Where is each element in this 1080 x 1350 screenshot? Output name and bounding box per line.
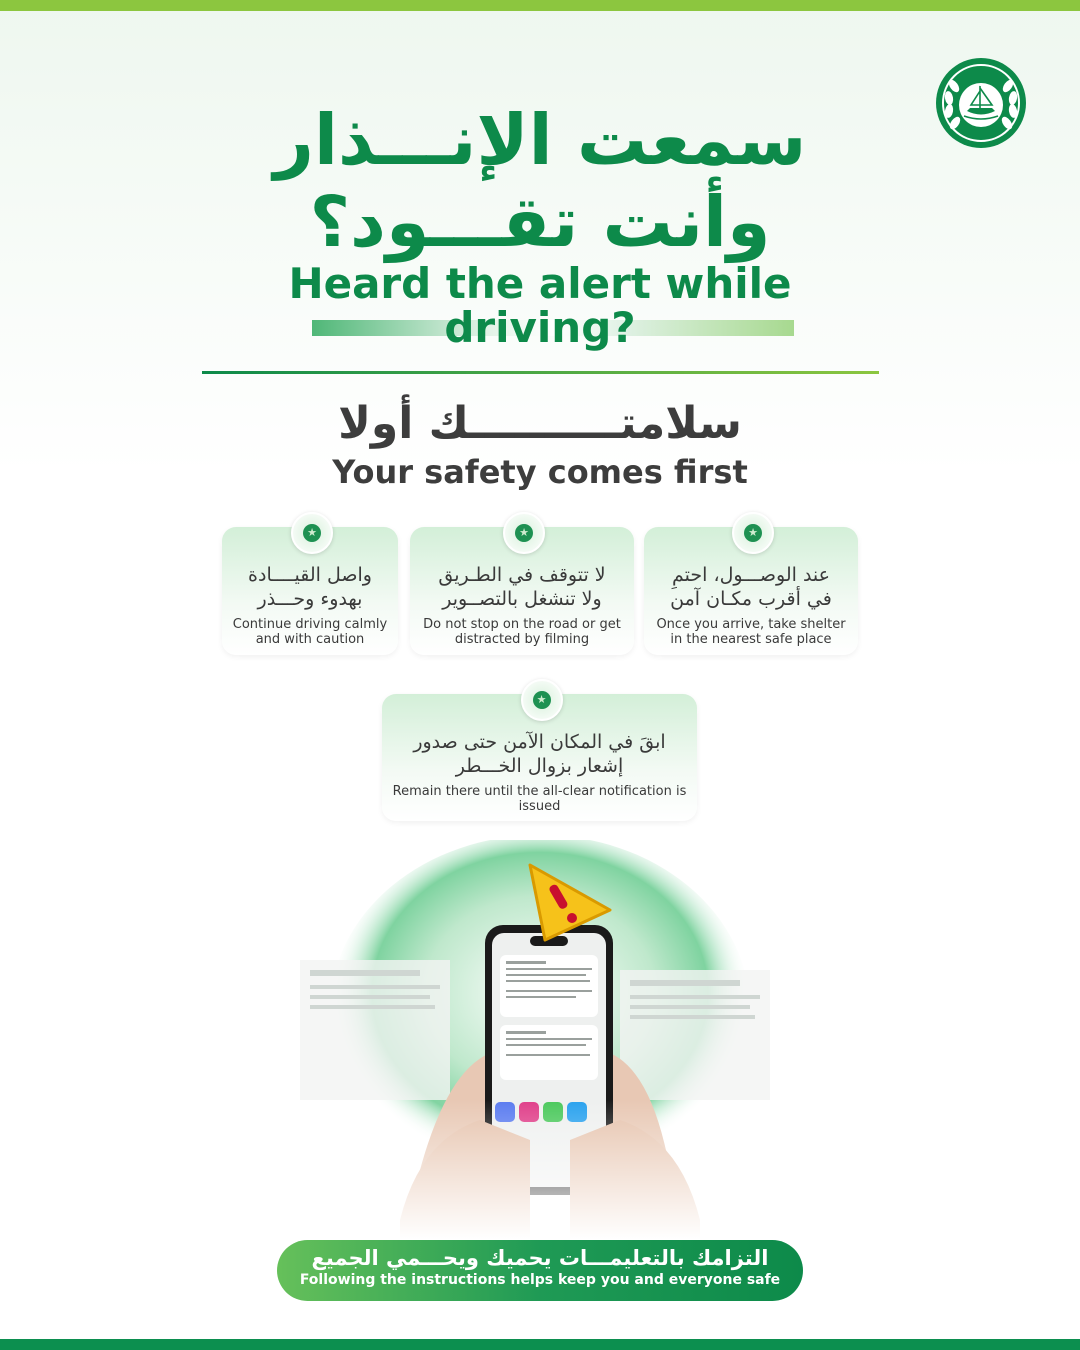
footer-message-pill (277, 1240, 803, 1301)
bottom-accent-bar (0, 1339, 1080, 1350)
tip-card-continue-driving (222, 527, 398, 655)
star-icon: ★ (521, 679, 563, 721)
tip-arabic-line2: إشعار بزوال الخـــطر (455, 755, 624, 777)
tip-card-take-shelter (644, 527, 858, 655)
tip-english: Do not stop on the road or get distracted by filming (423, 617, 621, 647)
star-icon: ★ (503, 512, 545, 554)
tip-arabic-line2: في أقرب مكـان آمن (670, 588, 832, 610)
top-accent-bar (0, 0, 1080, 11)
footer-arabic: التزامك بالتعليمـــات يحميك ويحـــمي الجميع (311, 1246, 769, 1270)
section-divider (202, 371, 879, 374)
tip-arabic-line1: واصل القيــــادة (248, 564, 372, 586)
tip-arabic-line2: ولا تنشغل بالتصــوير (442, 588, 602, 610)
title-arabic-line2: وأنت تقـــود؟ (309, 181, 771, 263)
star-icon: ★ (732, 512, 774, 554)
phone-alert-illustration (150, 840, 950, 1240)
tip-arabic-line2: بهدوء وحـــذر (257, 588, 363, 610)
tip-english: Once you arrive, take shelter in the nearest safe place (656, 617, 846, 647)
tip-english: Continue driving calmly and with caution (232, 617, 388, 647)
subtitle-english: Your safety comes first (332, 453, 748, 491)
tip-english: Remain there until the all-clear notification is issued (392, 784, 687, 814)
tip-arabic-line1: ابقَ في المكان الآمن حتى صدور (413, 731, 666, 753)
tip-card-do-not-stop (410, 527, 634, 655)
tip-card-remain-safe (382, 694, 697, 821)
star-icon: ★ (291, 512, 333, 554)
police-emblem-icon (934, 56, 1028, 150)
tip-arabic-line1: لا تتوقف في الطـريق (438, 564, 606, 586)
footer-english: Following the instructions helps keep you and everyone safe (299, 1272, 781, 1288)
title-english: Heard the alert while driving? (288, 259, 792, 352)
tip-arabic-line1: عند الوصـــول، احتمِ (672, 564, 830, 586)
title-arabic-line1: سمعت الإنـــذار (273, 99, 807, 181)
subtitle-arabic: سلامتــــــــــك أولا (338, 398, 742, 449)
